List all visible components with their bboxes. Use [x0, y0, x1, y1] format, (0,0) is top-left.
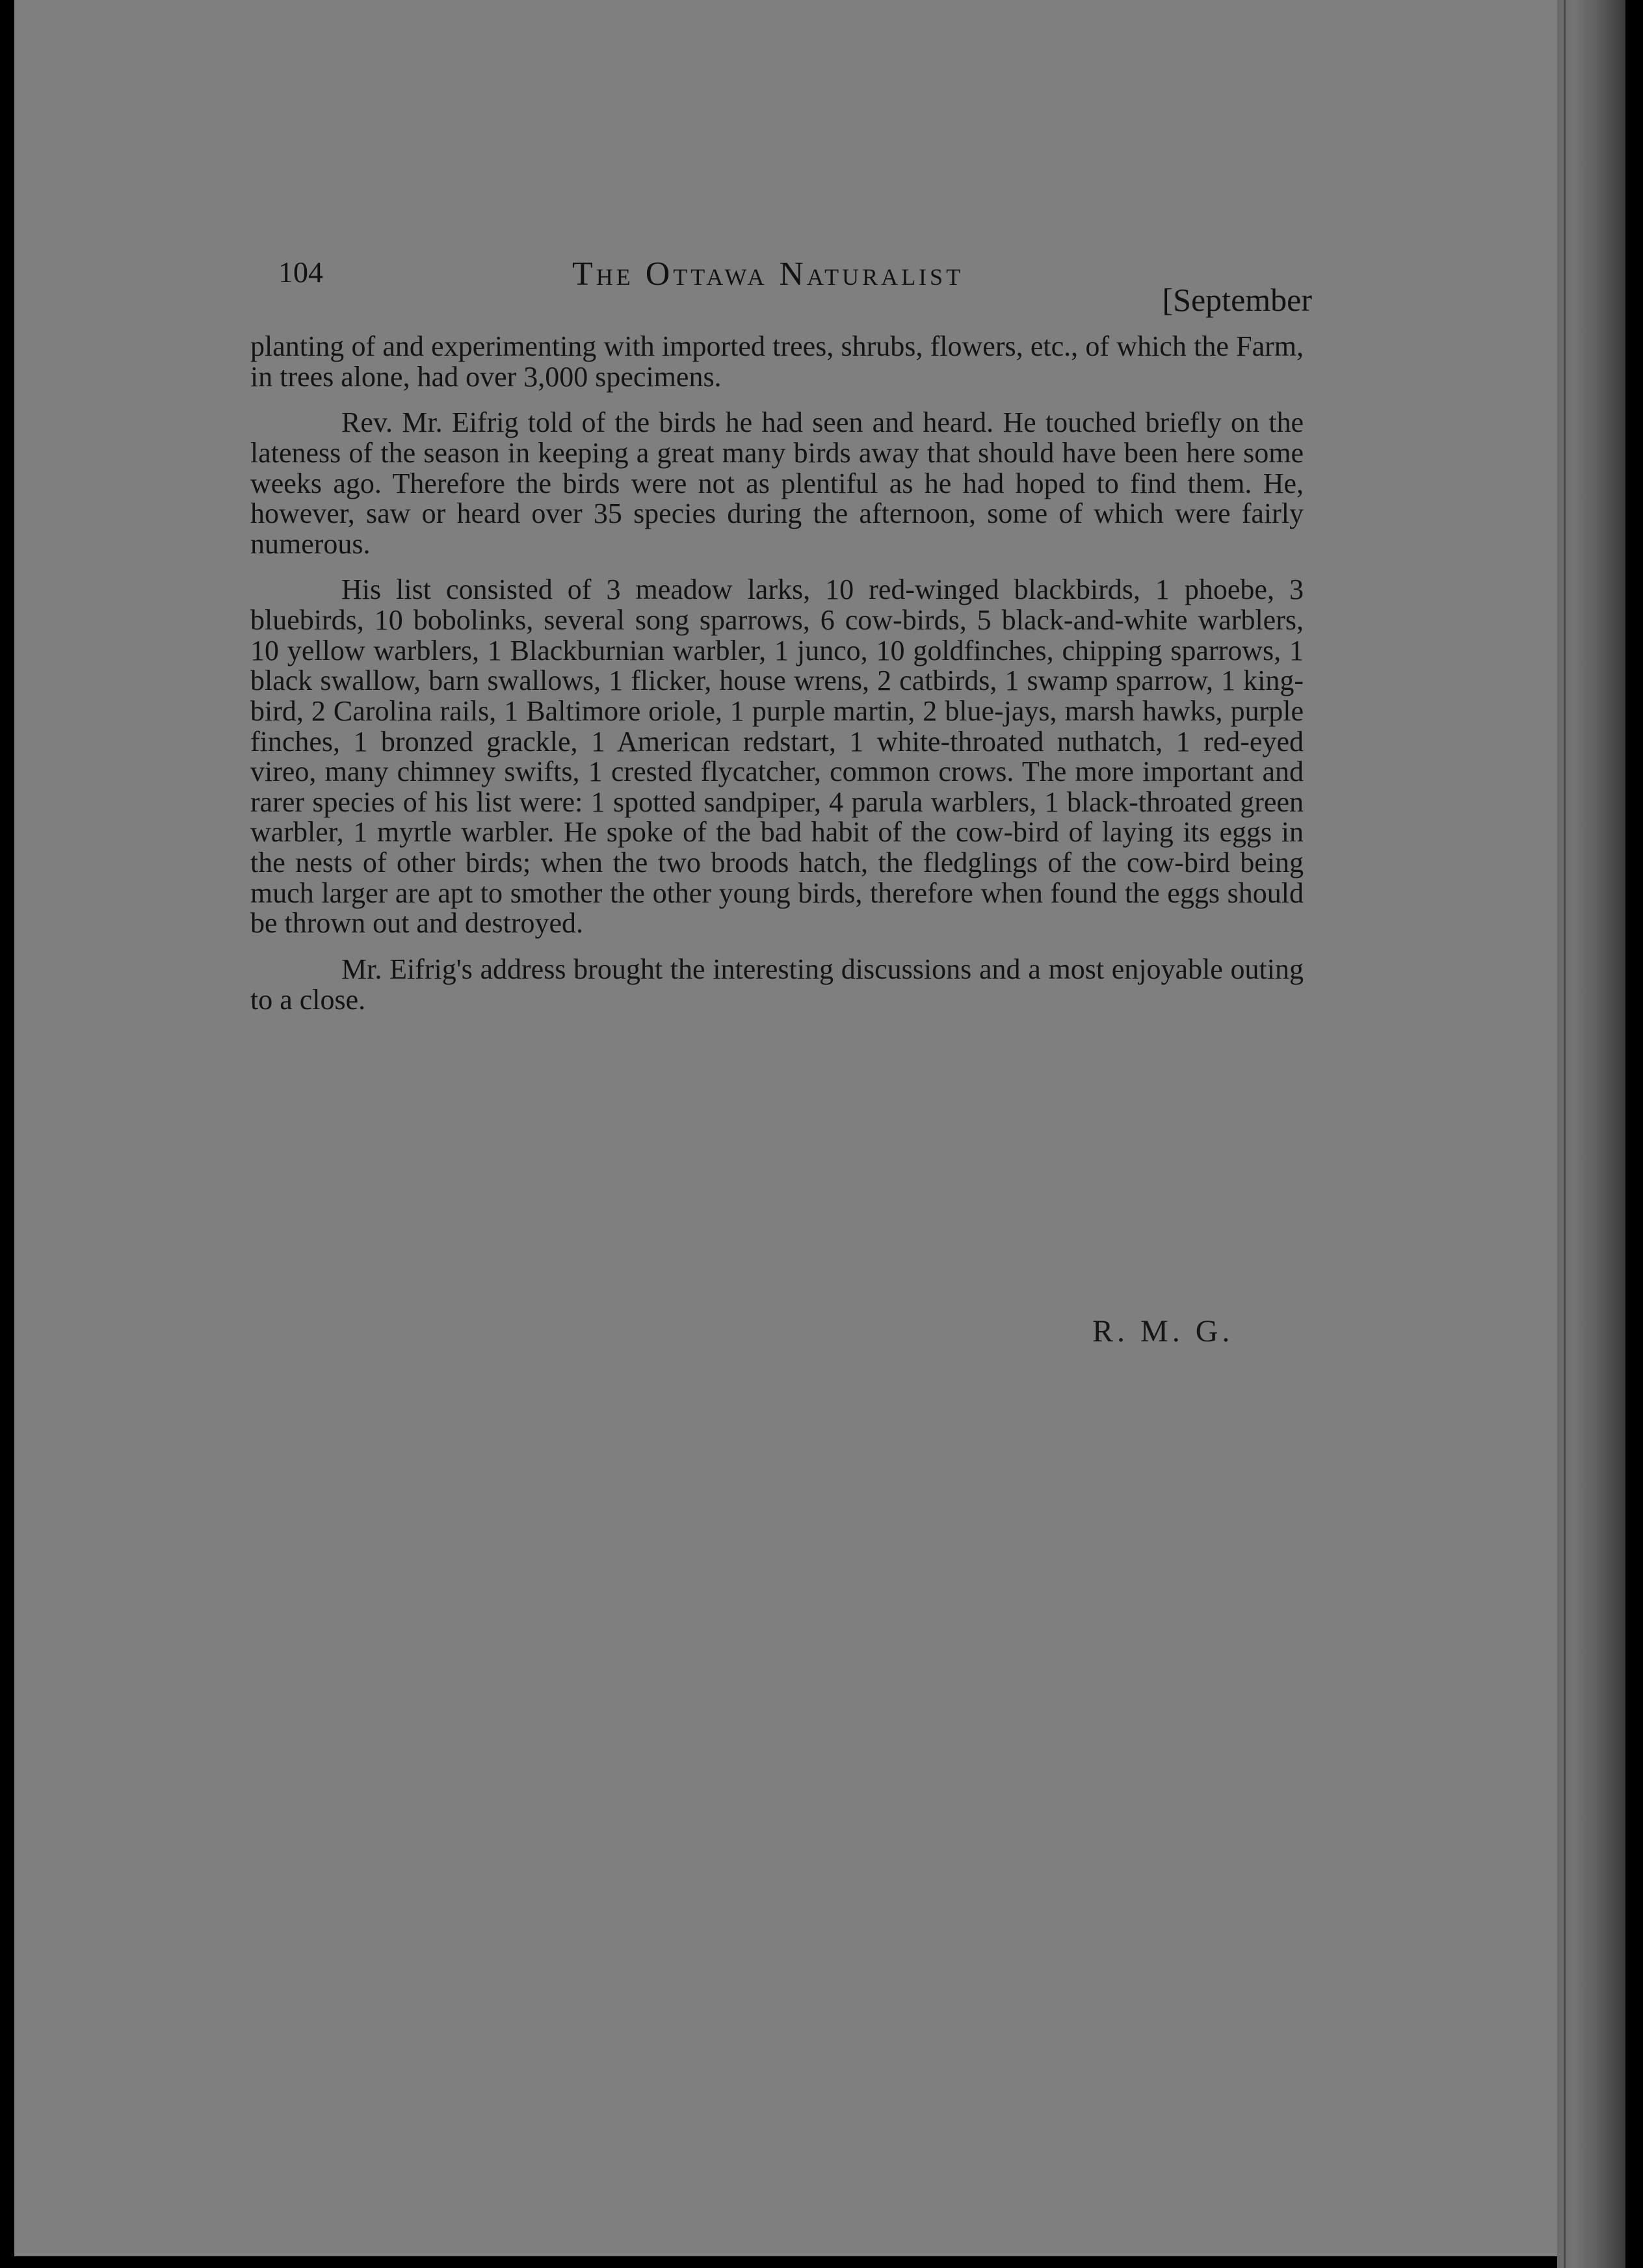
issue-month: [September — [1162, 282, 1312, 318]
author-initials: R. M. G. — [1092, 1314, 1234, 1349]
page-edge-line — [1564, 0, 1566, 2268]
paragraph-closing: Mr. Eifrig's address brought the interesting discussions and a most enjoyable outing to a close. — [250, 953, 1304, 1016]
journal-title: The Ottawa Naturalist — [572, 256, 964, 293]
paragraph-eifrig-talk: Rev. Mr. Eifrig told of the birds he had seen and heard. He touched briefly on the lateness of the season in keeping a great many birds away that should have been here some weeks ago. Therefore the birds were not as plentiful as he had hoped to find them. He, however, saw or heard over 35 species during the afternoon, some of which were fairly numerous. — [250, 406, 1304, 560]
article-body — [250, 332, 1304, 1031]
page-edge-shadow — [1557, 0, 1625, 2268]
paragraph-bird-list: His list consisted of 3 meadow larks, 10 red-winged blackbirds, 1 phoebe, 3 bluebirds, 10 bobolinks, several song sparrows, 6 cow-birds, 5 black-and-white warblers, 10 yellow warblers, 1 Blackburnian warbler, 1 junco, 10 goldfinches, chipping sparrows, 1 black swallow, barn swallows, 1 flicker, house wrens, 2 catbirds, 1 swamp sparrow, 1 king-bird, 2 Carolina rails, 1 Baltimore oriole, 1 purple martin, 2 blue-jays, marsh hawks, purple finches, 1 bronzed grackle, 1 American redstart, 1 white-throated nuthatch, 1 red-eyed vireo, many chimney swifts, 1 crested flycatcher, common crows. The more important and rarer species of his list were: 1 spotted sandpiper, 4 parula warblers, 1 black-throated green warbler, 1 myrtle warbler. He spoke of the bad habit of the cow-bird of laying its eggs in the nests of other birds; when the two broods hatch, the fledglings of the cow-bird being much larger are apt to smother the other young birds, therefore when found the eggs should be thrown out and destroyed. — [250, 574, 1304, 940]
running-header — [278, 255, 1312, 318]
paragraph-continuation: planting of and experimenting with imported trees, shrubs, flowers, etc., of which the Farm, in trees alone, had over 3,000 specimens. — [250, 330, 1304, 393]
page-number: 104 — [278, 256, 323, 289]
